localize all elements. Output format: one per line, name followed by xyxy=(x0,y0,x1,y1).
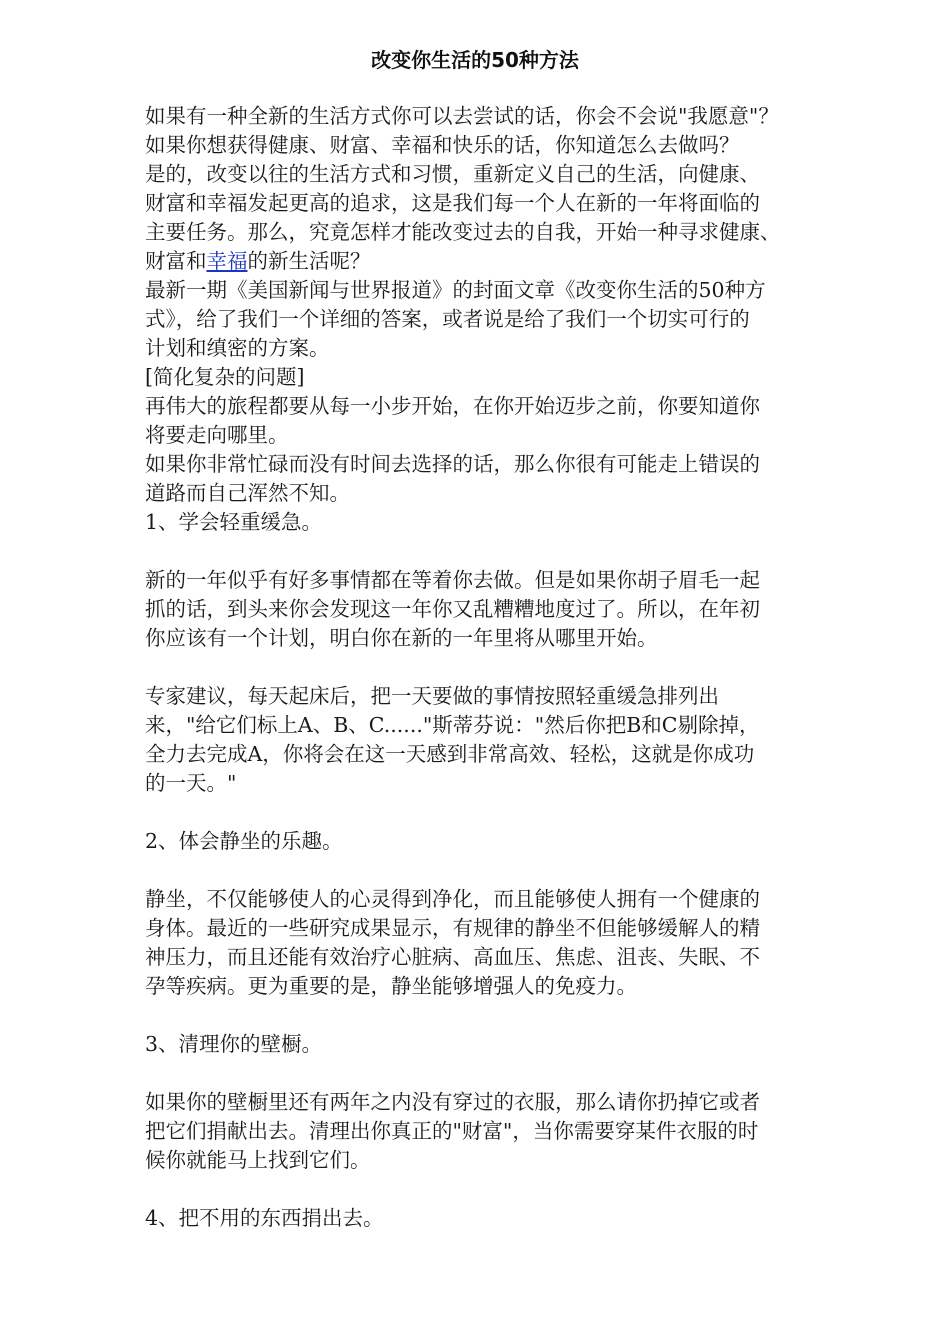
blank-line xyxy=(145,798,885,827)
item1-p2-line-2: 来，"给它们标上A、B、C......"斯蒂芬说："然后你把B和C剔除掉， xyxy=(145,713,760,737)
section-heading: [简化复杂的问题] xyxy=(145,365,305,389)
intro-line-4: 财富和幸福发起更高的追求，这是我们每一个人在新的一年将面临的 xyxy=(145,191,760,215)
intro-line-6-after: 的新生活呢？ xyxy=(247,249,371,273)
item1-p2-line-4: 的一天。" xyxy=(145,771,237,795)
section-intro-line-4: 道路而自己浑然不知。 xyxy=(145,481,350,505)
intro-line-8: 式》，给了我们一个详细的答案，或者说是给了我们一个切实可行的 xyxy=(145,307,750,331)
item1-heading: 1、学会轻重缓急。 xyxy=(145,510,323,534)
intro-line-5: 主要任务。那么，究竟怎样才能改变过去的自我，开始一种寻求健康、 xyxy=(145,220,781,244)
item4-heading: 4、把不用的东西捐出去。 xyxy=(145,1206,384,1230)
item2-p1-line-3: 神压力，而且还能有效治疗心脏病、高血压、焦虑、沮丧、失眠、不 xyxy=(145,945,760,969)
item2-p1-line-2: 身体。最近的一些研究成果显示，有规律的静坐不但能够缓解人的精 xyxy=(145,916,760,940)
item2-heading: 2、体会静坐的乐趣。 xyxy=(145,829,343,853)
document-title: 改变你生活的50种方法 xyxy=(371,48,579,72)
intro-line-1: 如果有一种全新的生活方式你可以去尝试的话，你会不会说"我愿意"？ xyxy=(145,104,779,128)
item3-p1-line-1: 如果你的壁橱里还有两年之内没有穿过的衣服，那么请你扔掉它或者 xyxy=(145,1090,760,1114)
intro-line-6-before: 财富和 xyxy=(145,249,207,273)
intro-line-2: 如果你想获得健康、财富、幸福和快乐的话，你知道怎么去做吗？ xyxy=(145,133,740,157)
item3-p1-line-3: 候你就能马上找到它们。 xyxy=(145,1148,371,1172)
item3-p1-line-2: 把它们捐献出去。清理出你真正的"财富"，当你需要穿某件衣服的时 xyxy=(145,1119,759,1143)
intro-line-3: 是的，改变以往的生活方式和习惯，重新定义自己的生活，向健康、 xyxy=(145,162,760,186)
blank-line xyxy=(145,856,885,885)
document-body xyxy=(145,102,885,1233)
item1-p2-line-1: 专家建议，每天起床后，把一天要做的事情按照轻重缓急排列出 xyxy=(145,684,719,708)
intro-line-9: 计划和缜密的方案。 xyxy=(145,336,330,360)
item2-p1-line-1: 静坐，不仅能够使人的心灵得到净化，而且能够使人拥有一个健康的 xyxy=(145,887,760,911)
blank-line xyxy=(145,653,885,682)
item1-p1-line-2: 抓的话，到头来你会发现这一年你又乱糟糟地度过了。所以，在年初 xyxy=(145,597,760,621)
intro-line-7: 最新一期《美国新闻与世界报道》的封面文章《改变你生活的50种方 xyxy=(145,278,766,302)
section-intro-line-2: 将要走向哪里。 xyxy=(145,423,289,447)
item2-p1-line-4: 孕等疾病。更为重要的是，静坐能够增强人的免疫力。 xyxy=(145,974,637,998)
blank-line xyxy=(145,1175,885,1204)
intro-line-6 xyxy=(145,247,885,276)
item1-p2-line-3: 全力去完成A，你将会在这一天感到非常高效、轻松，这就是你成功 xyxy=(145,742,755,766)
item1-p1-line-1: 新的一年似乎有好多事情都在等着你去做。但是如果你胡子眉毛一起 xyxy=(145,568,760,592)
item1-p1-line-3: 你应该有一个计划，明白你在新的一年里将从哪里开始。 xyxy=(145,626,658,650)
section-intro-line-1: 再伟大的旅程都要从每一小步开始，在你开始迈步之前，你要知道你 xyxy=(145,394,760,418)
happiness-link[interactable]: 幸福 xyxy=(206,249,248,273)
blank-line xyxy=(145,1059,885,1088)
blank-line xyxy=(145,537,885,566)
section-intro-line-3: 如果你非常忙碌而没有时间去选择的话，那么你很有可能走上错误的 xyxy=(145,452,760,476)
blank-line xyxy=(145,1001,885,1030)
item3-heading: 3、清理你的壁橱。 xyxy=(145,1032,323,1056)
